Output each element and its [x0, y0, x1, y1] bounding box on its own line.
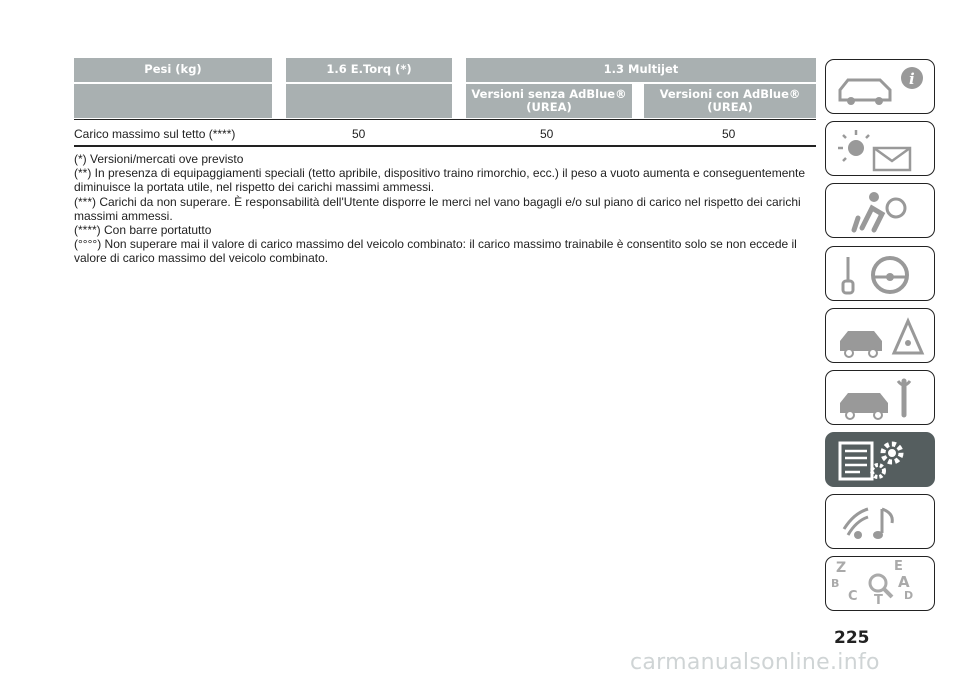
- index-letter-a: A: [898, 573, 910, 591]
- header-1-3-multijet: 1.3 Multijet: [466, 58, 816, 82]
- index-letter-t: T: [874, 593, 883, 608]
- tab-technical-data[interactable]: [825, 432, 935, 487]
- header-1-6-etorq: 1.6 E.Torq (*): [286, 58, 452, 82]
- tab-starting-driving[interactable]: [825, 246, 935, 301]
- table-rule-top: [74, 119, 816, 120]
- footnote-1: (*) Versioni/mercati ove previsto: [74, 152, 244, 166]
- warning-lights-message-icon: [834, 126, 929, 173]
- table-rule-bottom: [74, 145, 816, 147]
- key-steering-wheel-icon: [834, 251, 929, 298]
- svg-text:i: i: [909, 70, 915, 88]
- index-letter-c: C: [848, 589, 858, 604]
- footnote-3: (***) Carichi da non superare. È responsabilità dell'Utente disporre le merci nel vano bagagli e/o sul piano di carico nel rispetto dei carichi massimi ammessi.: [74, 194, 801, 223]
- car-emergency-warning-icon: [834, 313, 929, 360]
- footnote-4: (****) Con barre portatutto: [74, 223, 212, 238]
- footnote-2: (**) In presenza di equipaggiamenti speciali (tetto apribile, dispositivo traino rimorchio, ecc.) il peso a vuoto aumenta e conseguentemente diminuisce la portata utile, nel rispetto dei carichi massimi ammessi.: [74, 166, 806, 195]
- car-info-icon: [834, 64, 929, 111]
- cell-value-etorq: 50: [352, 127, 366, 141]
- header-weights: Pesi (kg): [74, 58, 272, 82]
- header-etorq-sub-empty: [286, 84, 452, 118]
- index-letter-b: B: [831, 577, 840, 590]
- car-maintenance-wrench-icon: [834, 375, 929, 422]
- index-letter-d: D: [904, 589, 914, 602]
- header-weights-sub-empty: [74, 84, 272, 118]
- footnote-5: (°°°°) Non superare mai il valore di carico massimo del veicolo combinato: il carico massimo trainabile è consentito solo se non eccede il valore di carico massimo del veicolo combinato.: [74, 237, 797, 266]
- tab-maintenance[interactable]: [825, 370, 935, 425]
- tab-index[interactable]: [825, 556, 935, 611]
- index-letter-z: Z: [836, 560, 847, 576]
- tab-safety[interactable]: [825, 183, 935, 238]
- multimedia-music-icon: [834, 499, 929, 546]
- header-with-adblue: Versioni con AdBlue® (UREA): [644, 84, 816, 118]
- seat-airbag-icon: [834, 188, 929, 235]
- row-label-roof-load: Carico massimo sul tetto (****): [74, 127, 236, 141]
- tab-multimedia[interactable]: [825, 494, 935, 549]
- tab-emergency[interactable]: [825, 308, 935, 363]
- index-letter-e: E: [894, 559, 903, 574]
- footnotes: [74, 152, 814, 266]
- cell-value-with-adblue: 50: [722, 127, 736, 141]
- watermark-text: carmanualsonline.info: [630, 650, 880, 675]
- technical-data-gears-icon: [834, 437, 929, 484]
- cell-value-without-adblue: 50: [540, 127, 554, 141]
- tab-getting-to-know-car[interactable]: [825, 59, 935, 114]
- page-number: 225: [834, 628, 870, 648]
- header-without-adblue: Versioni senza AdBlue® (UREA): [466, 84, 632, 118]
- tab-warning-lights[interactable]: [825, 121, 935, 176]
